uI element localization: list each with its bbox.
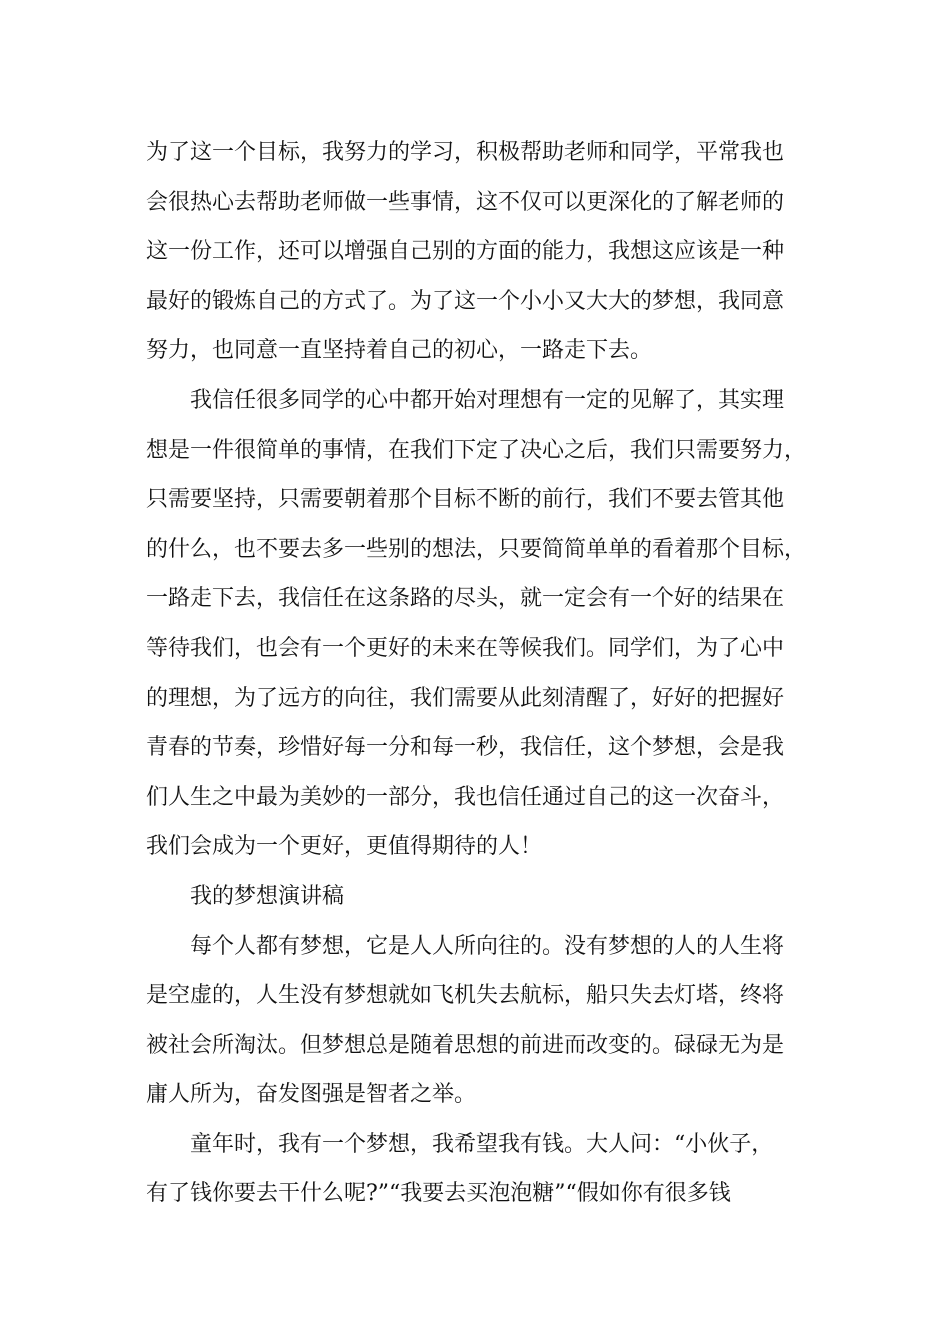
text-line: 青春的节奏，珍惜好每一分和每一秒，我信任，这个梦想，会是我 [146, 735, 785, 761]
document-body [146, 128, 822, 1219]
text-line: 想是一件很简单的事情，在我们下定了决心之后，我们只需要努力， [146, 437, 807, 463]
text-line: 庸人所为，奋发图强是智者之举。 [146, 1082, 477, 1108]
text-line: 努力，也同意一直坚持着自己的初心，一路走下去。 [146, 338, 653, 364]
text-line: 被社会所淘汰。但梦想总是随着思想的前进而改变的。碌碌无为是 [146, 1032, 785, 1058]
text-line: 一路走下去，我信任在这条路的尽头，就一定会有一个好的结果在 [146, 586, 785, 612]
text-line: 只需要坚持，只需要朝着那个目标不断的前行，我们不要去管其他 [146, 487, 785, 513]
text-line: 有了钱你要去干什么呢?”“我要去买泡泡糖”“假如你有很多钱 [146, 1181, 731, 1207]
text-line: 的理想，为了远方的向往，我们需要从此刻清醒了，好好的把握好 [146, 685, 785, 711]
text-line: 最好的锻炼自己的方式了。为了这一个小小又大大的梦想，我同意 [146, 288, 785, 314]
paragraph-start-line: 童年时，我有一个梦想，我希望我有钱。大人问：“小伙子， [190, 1131, 774, 1157]
text-line: 的什么，也不要去多一些别的想法，只要简简单单的看着那个目标， [146, 536, 807, 562]
text-line: 我们会成为一个更好，更值得期待的人！ [146, 834, 543, 860]
text-line: 是空虚的，人生没有梦想就如飞机失去航标，船只失去灯塔，终将 [146, 983, 785, 1009]
text-line: 会很热心去帮助老师做一些事情，这不仅可以更深化的了解老师的 [146, 189, 785, 215]
text-line: 等待我们，也会有一个更好的未来在等候我们。同学们，为了心中 [146, 635, 785, 661]
paragraph-start-line: 我信任很多同学的心中都开始对理想有一定的见解了，其实理 [190, 387, 785, 413]
text-line: 们人生之中最为美妙的一部分，我也信任通过自己的这一次奋斗， [146, 784, 785, 810]
paragraph-start-line: 每个人都有梦想，它是人人所向往的。没有梦想的人的人生将 [190, 933, 785, 959]
text-line: 为了这一个目标，我努力的学习，积极帮助老师和同学，平常我也 [146, 140, 785, 165]
section-title: 我的梦想演讲稿 [190, 883, 345, 909]
text-line: 这一份工作，还可以增强自己别的方面的能力，我想这应该是一种 [146, 239, 785, 265]
